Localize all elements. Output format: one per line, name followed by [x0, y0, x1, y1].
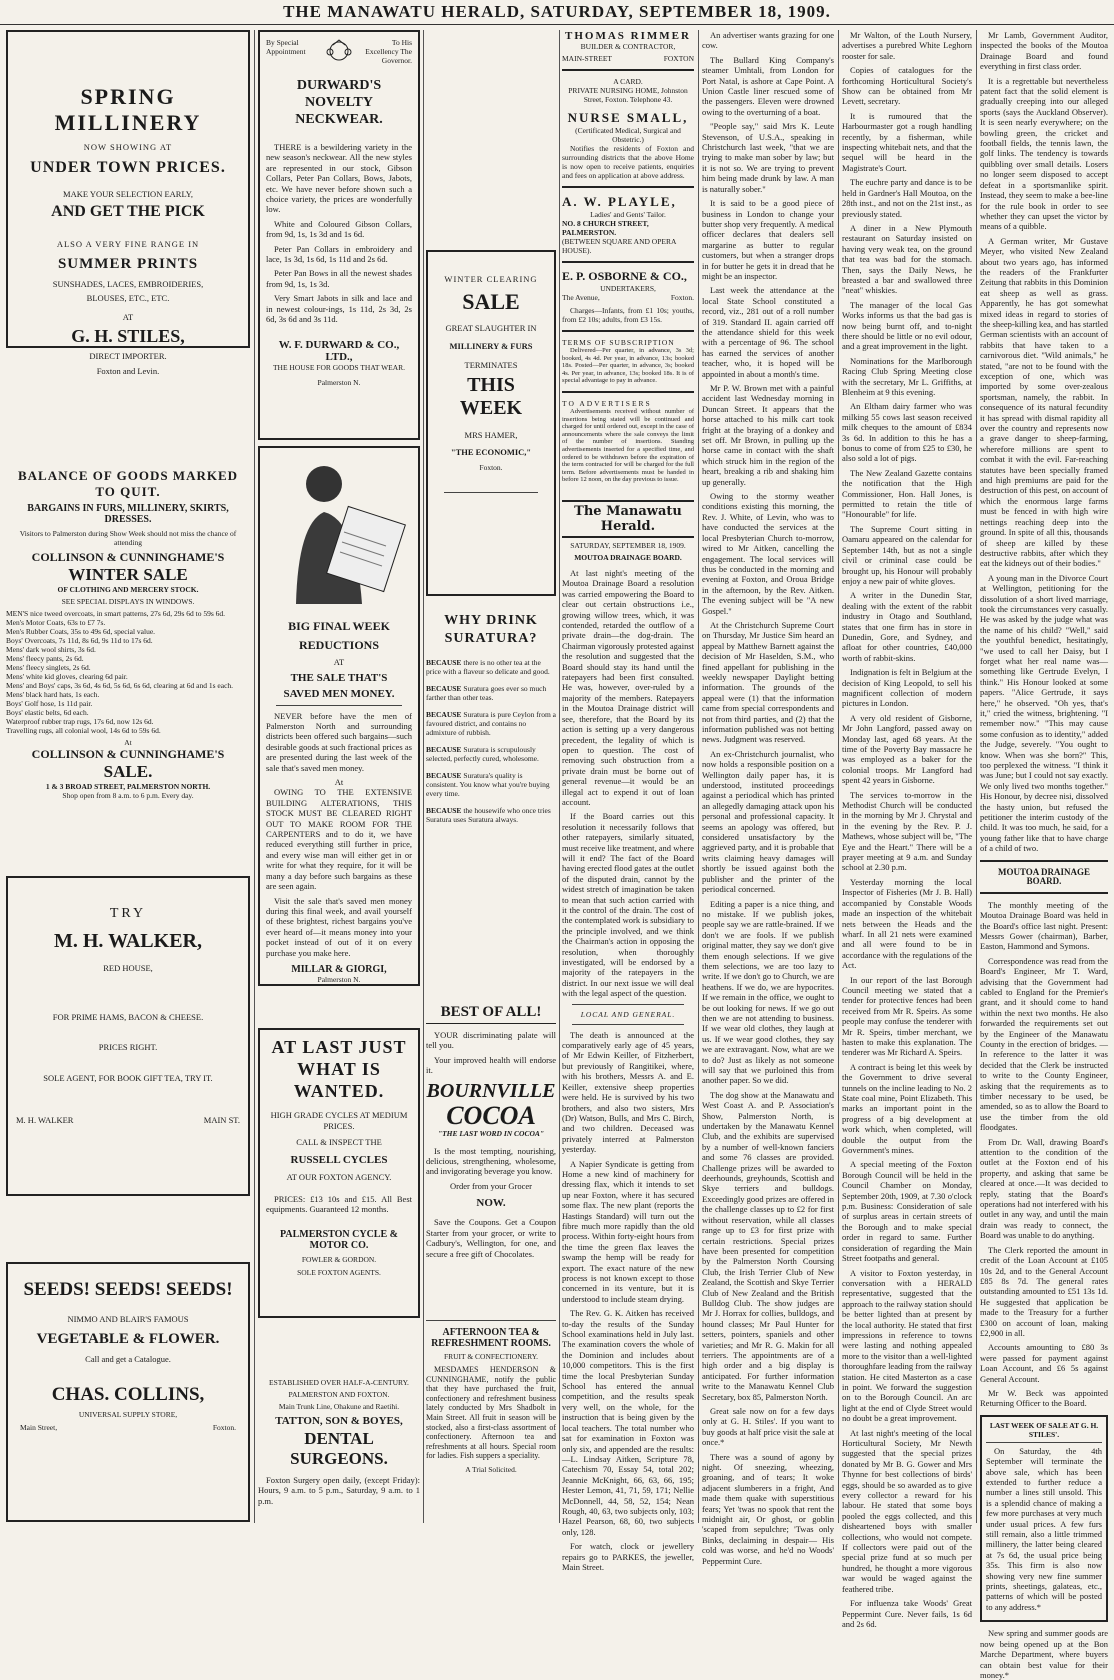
news-para: Indignation is felt in Belgium at the decision of King Leopold, to sell his magnificent collection of modern pictures in London. [842, 667, 972, 709]
royal-crest-icon [325, 38, 353, 64]
tatton-dental: DENTAL SURGEONS. [290, 1429, 388, 1468]
news-para: Owing to the stormy weather conditions existing this morning, the Rev. J. White, of Levin, who was to have conducted the services at the local Presbyterian Church to-morrow, wired to Mr Aitken, cancelling the engagement. The local services will thus be conducted in the morning and evening at Foxton, and Oroua Bridge in the afternoon, by the Rev. Aitken. The evening subject will be "A new Gospel." [702, 491, 834, 616]
hamer-great: GREAT SLAUGHTER IN [445, 322, 537, 333]
suratura-advert [426, 600, 556, 1000]
suratura-item: BECAUSE Suratura is pure Ceylon from a favoured district, and contains no admixture of rubbish. [426, 710, 556, 737]
cocoa-logo-3: "THE LAST WORD IN COCOA" [437, 1128, 545, 1138]
russell-agents: SOLE FOXTON AGENTS. [297, 1267, 381, 1277]
man-reading-illustration [266, 454, 412, 614]
news-para: At the Christchurch Supreme Court on Thursday, Mr Justice Sim heard an appeal by Matthew Barnett against the decision of Mr Haselden, S.M., who fined appellant for publishing in the weekly newspaper Daylight betting information. The grounds of the appeal were (1) that the information came from special correspondents and not from third parties, and (2) that the information published was not betting news. Judgment was reserved. [702, 619, 834, 745]
cocoa-logo-1: BOURNVILLE [426, 1079, 556, 1102]
news-para: The dog show at the Manawatu and West Coast A. and P. Association's Show, Palmerston North, is undertaken by the Manawatu Kennel Club, and the exhibits are supervised by a number of well-known fanciers and some 76 classes are provided. Challenge prizes will be awarded to deerhounds, greyhounds, Scottish and Skye terriers and bulldogs. Exceedingly good prizes are offered in the challenge classes up to £2 for first without reservation, while all classes range up to £3 for first prize with certain restrictions. Special prizes have been presented for competition by the Palmerston North Coursing Club, the Irish Terrier Club of New Zealand, the Scottish and Skye Terrier Club of New Zealand and the British Bulldog Club. The show judges are Mr J. Horrax for collies, bulldogs, and hound classes; Mr Paul Hunter for setters, pointers, spaniels and other varieties; and Mr R. G. Makin for all terriers. The appointments are of a high order and a big display is anticipated. For further information write to the Manawatu Kennel Club Secretary, box 85, Palmerston North. [702, 1089, 834, 1402]
millar-the-sale: THE SALE THAT'S [290, 671, 388, 684]
moutoa-para: Accounts amounting to £80 3s were passed for payment against Loan Account, and £6 5s against General Account. [980, 1342, 1108, 1384]
hamer-advert [426, 250, 556, 596]
column-rule [698, 30, 699, 1523]
herald-headline: MOUTOA DRAINAGE BOARD. [574, 553, 682, 562]
collinson-advert [6, 468, 250, 808]
playle-role: Ladies' and Gents' Tailor. [590, 210, 666, 219]
stiles-line5: ALSO A VERY FINE RANGE IN [56, 239, 200, 249]
stiles-line6: SUMMER PRINTS [57, 255, 199, 272]
collins-call: Call and get a Catalogue. [85, 1353, 171, 1364]
durward-place: Palmerston N. [317, 377, 361, 387]
rimmer-addr-right: FOXTON [663, 54, 694, 63]
tatton-advert [258, 1378, 420, 1522]
herald-masthead: The Manawatu Herald. [562, 500, 694, 538]
collinson-item: Waterproof rubber trap rugs, 17s 6d, now 12s 6d. [6, 717, 154, 726]
collinson-item: Mens' dark wool shirts, 3s 6d. [6, 645, 96, 654]
suratura-title: WHY DRINK SURATURA? [444, 613, 538, 646]
hamer-winter: WINTER CLEARING [444, 274, 538, 284]
millar-reductions: REDUCTIONS [298, 638, 379, 652]
herald-para: At last night's meeting of the Moutoa Drainage Board a resolution was carried empowering the Board to clear out certain obstructions i.e., growing willow trees, which, it was contended, retarded the outflow of a private drain—the dog-drain. The Chairman vigorously protested against the resolution and suggested that the Board should stay its hand until the ratepayers had been first consulted. He was, however, over-ruled by a majority of the members. Ratepayers in the Moutoa Drainage district will see, therefore, that the Board by its action is setting up a very dangerous precedent, the legality of which is open to question. The cost of removing such obstruction from a private drain must be borne out of general revenue—it would be an illegal act to expend it out of loan account. [562, 568, 694, 807]
millar-big: BIG FINAL WEEK [288, 619, 390, 633]
walker-try: TRY [109, 906, 147, 921]
moutoa-para: Mr W. Beck was appointed Returning Officer to the Board. [980, 1387, 1108, 1409]
russell-line2: CALL & INSPECT THE [296, 1137, 382, 1147]
stiles-line3: MAKE YOUR SELECTION EARLY, [63, 188, 193, 199]
millar-body4: Visit the sale that's saved men money during this final week, and avail yourself of these brightest, richest bargains you've ever heard of—it means money into your pocket instead of out of it on every purchase you make here. [266, 895, 412, 958]
rimmer-role: BUILDER & CONTRACTOR, [580, 42, 676, 51]
millar-saved: SAVED MEN MONEY. [283, 687, 395, 700]
hamer-mrs: MRS HAMER, [464, 430, 518, 440]
playle-between: (BETWEEN SQUARE AND OPERA HOUSE). [562, 237, 676, 255]
millar-body3: OWING TO THE EXTENSIVE BUILDING ALTERATIONS, THIS STOCK MUST BE CLEARED RIGHT OUT TO MAKE ROOM FOR THE CARPENTERS and to do it, we have reduced everything still further in price, and every wise man will either get in or write for what they require, for it will be many a day before such bargains as these are seen again. [266, 787, 412, 892]
stiles-line4: AND GET THE PICK [51, 203, 205, 220]
news-para: The Bullard King Company's steamer Umhtali, from London for Port Natal, is ashore at Cape Point. A Union Castle liner rescued some of the passengers. Eleven were drowned owing to the overturning of a boat. [702, 54, 834, 117]
moutoa-para: The monthly meeting of the Moutoa Drainage Board was held in the Board's office last night. Present: Messrs Gower (chairman), Barber, Easton, Hammond and Symons. [980, 899, 1108, 952]
collinson-item: Travelling rugs, all colonial wool, 14s 6d to 59s 6d. [6, 726, 161, 735]
collins-store: UNIVERSAL SUPPLY STORE, [78, 1410, 178, 1419]
walker-sig-right: MAIN ST. [203, 1115, 240, 1125]
walker-signature [16, 1115, 240, 1126]
walker-sig-left: M. H. WALKER [16, 1115, 74, 1125]
collins-veg: VEGETABLE & FLOWER. [36, 1330, 220, 1347]
cocoa-improved: Your improved health will endorse it. [426, 1054, 556, 1076]
stiles-advert [6, 30, 250, 376]
local-general-heading: LOCAL AND GENERAL. [580, 1009, 676, 1019]
news-poem: There was a sound of agony by night. Of sneezing, wheezing, groaning, and of tears; It woke adjacent slumberers in a fright, And made them quake with superstitious fears; Yet 'twas no spook that rent the midnight air, Or ghost, or goblin 'scaped from sepulchre; 'Twas only Binks, declaiming in despair— His cold was worse, and he'd no Woods' Peppermint Cure. [702, 1451, 834, 1566]
news-para: A writer in the Dunedin Star, dealing with the extent of the rabbit industry in Otago and Southland, states that one firm has in store in Dunedin, Gore, and Sydney, and afloat for other countries, £40,000 worth of rabbit-skins. [842, 590, 972, 663]
cocoa-coupons: Save the Coupons. Get a Coupon Starter from your grocer, or write to Cadbury's, Wellington, for one, and secure a free gift of Chocolates. [426, 1217, 556, 1259]
russell-line1: HIGH GRADE CYCLES AT MEDIUM PRICES. [270, 1110, 408, 1131]
collinson-sale2: SALE. [103, 762, 153, 781]
news-para: In our report of the last Borough Council meeting we stated that a tender for protective fences had been received from Mr R. Speirs. As some people may confuse the tenderer with Mr R. Speirs, timber merchant, we hasten to make this explanation. The tenderer was Mr Richard A. Speirs. [842, 974, 972, 1058]
stiles-line8: BLOUSES, ETC., ETC. [86, 293, 170, 303]
walker-prices: PRICES RIGHT. [98, 1042, 158, 1052]
news-para: For influenza take Woods' Great Peppermint Cure. Never fails, 1s 6d and 2s 6d. [842, 1598, 972, 1629]
terms-body: Delivered—Per quarter, in advance, 3s 3d; booked, 4s 4d. Per year, in advance, 13s; booked 18s. Posted—Per quarter, in advance, 3s; booked 4s. Per year, in advance, 13s; booked 18s. It is of special advantage to pay in advance. [562, 347, 694, 385]
stiles-place: Foxton and Levin. [96, 365, 160, 376]
collinson-see: SEE SPECIAL DISPLAYS IN WINDOWS. [61, 597, 195, 606]
local-para: The death is announced at the comparatively early age of 45 years, of Mr Edwin Keiller, of Fitzherbert, but previously of Rangitikei, where, with his brothers, Messrs A. and E. Keiller, extensive sheep properties were held. He is survived by his two brothers, and also two sisters, Mrs (Dr) Watson, Bulls, and Mrs C. Birch, and two children. Deceased was privately interred at Palmerston yesterday. [562, 1029, 694, 1155]
tearooms-title: AFTERNOON TEA & REFRESHMENT ROOMS. [431, 1327, 551, 1349]
tearooms-trial: A Trial Solicited. [465, 1464, 517, 1474]
news-column-6 [842, 30, 972, 1629]
suratura-item: BECAUSE Suratura's quality is consistent. You know what you're buying every time. [426, 771, 550, 798]
herald-date: SATURDAY, SEPTEMBER 18, 1909. [570, 541, 686, 550]
durward-title: DURWARD'S NOVELTY NECKWEAR. [295, 78, 383, 127]
russell-owners: FOWLER & GORDON. [301, 1254, 377, 1264]
newspaper-masthead: THE MANAWATU HERALD, SATURDAY, SEPTEMBER 18, 1909. [0, 0, 1114, 25]
durward-special: By Special Appointment [266, 38, 306, 56]
russell-title: AT LAST JUST WHAT IS WANTED. [271, 1037, 407, 1101]
hamer-mill: MILLINERY & FURS [449, 341, 533, 351]
news-para: New spring and summer goods are now being opened up at the Bon Marche Department, where buyers can obtain best value for their money.* [980, 1628, 1108, 1680]
collinson-name: COLLINSON & CUNNINGHAME'S [31, 550, 225, 564]
osborne-addr-right: Foxton. [670, 293, 694, 302]
russell-line4: AT OUR FOXTON AGENCY. [286, 1171, 392, 1182]
russell-line3: RUSSELL CYCLES [290, 1153, 388, 1166]
terms-title: TERMS OF SUBSCRIPTION [562, 338, 675, 347]
collins-name: CHAS. COLLINS, [51, 1384, 205, 1405]
stiles-name: G. H. STILES, [71, 326, 185, 346]
millar-body1: NEVER before have the men of Palmerston North and surrounding districts been offered such bargains—such desirable goods at such fractional prices as are presented during the last week of the sale that's saved men money. [266, 710, 412, 773]
suratura-item: BECAUSE there is no other tea at the price with a flaveur so delicate and good. [426, 658, 550, 676]
collins-famous: NIMMO AND BLAIR'S FAMOUS [67, 1314, 189, 1324]
stiles-title: SPRING MILLINERY [54, 84, 202, 135]
collins-addr-right: Foxton. [212, 1423, 236, 1432]
nurse-home: PRIVATE NURSING HOME, Johnston Street, Foxton. Telephone 43. [568, 86, 688, 104]
news-para: Copies of catalogues for the forthcoming Horticultural Society's Show can be obtained from Mr Levett, secretary. [842, 65, 972, 107]
advertisers-title: TO ADVERTISERS [562, 398, 652, 408]
suratura-item: BECAUSE Suratura goes ever so much farther than other teas. [426, 684, 547, 702]
moutoa-board-heading: MOUTOA DRAINAGE BOARD. [997, 866, 1091, 886]
hamer-sale: SALE [462, 288, 520, 314]
herald-para: If the Board carries out this resolution it necessarily follows that other ratepayers, similarly situated, must receive like treatment, and where will it end? The fact of the Board having erected flood gates at the outlet of the disputed drain, cannot by the widest stretch of imagination be taken to mean that such action carried with it the control of the drain. The cost of the contemplated work is subsidiary to the principle involved, and we think the Chairman's action in opposing the resolution, when thoroughly investigated, will be endorsed by a majority of the ratepayers in the district. In our next issue we will deal with the legal aspect of the question. [562, 811, 694, 999]
collins-seeds: SEEDS! SEEDS! SEEDS! [23, 1279, 233, 1300]
collinson-address: 1 & 3 BROAD STREET, PALMERSTON NORTH. [45, 782, 211, 791]
news-para: It is said to be a good piece of business in London to change your butter shop very frequently. A medical officer declares that dealers sell margarine as butter to regular customers, but when a stranger drops in for butter he gets it in dread that he might be an inspector. [702, 198, 834, 281]
news-para: It is a regrettable but nevertheless patent fact that the solid element is gradually creeping into our alleged sports (says the Auckland Observer). It is seen nearly everywhere; on the bowling green, the cricket and football fields, the tennis lawn, the golf links. The tendency is towards quibbling over small details. Losers no longer seem disposed to accept defeat in a sportsmanlike spirit. Instead, they seem to make a bee-line for the rule book in order to see whether they can upset the victor by means of a quibble. [980, 75, 1108, 232]
news-para: A very old resident of Gisborne, Mr John Langford, passed away on Monday last, aged 68 years. At the time of the Poverty Bay massacre he was employed as a baker for the colonial troops. Mr Langford had spent 42 years in Gisborne. [842, 712, 972, 786]
tearooms-advert [426, 1320, 556, 1523]
local-para: For watch, clock or jewellery repairs go to PARKES, the jeweller, Main Street. [562, 1541, 694, 1572]
durward-body3: Peter Pan Collars in embroidery and lace, 1s 3d, 1s 6d, 1s 11d and 2s 6d. [266, 243, 412, 265]
collinson-item: Men's Rubber Coats, 35s to 49s 6d, special value. [6, 627, 156, 636]
stiles-box-title: LAST WEEK OF SALE AT G. H. STILES'. [989, 1420, 1099, 1439]
tatton-line: Main Trunk Line, Ohakune and Raetihi. [278, 1402, 400, 1411]
cocoa-best: BEST OF ALL! [426, 1004, 556, 1024]
tatton-estab: ESTABLISHED OVER HALF-A-CENTURY. [269, 1378, 409, 1387]
durward-excellency: To His Excellency The Governor. [365, 38, 412, 65]
news-para: A German writer, Mr Gustave Meyer, who visited New Zealand about two years ago, has informed the readers of the Frankfurter Zeitung that rabbits in this Dominion eat sheep as well as grass. Apparently, he has got somewhat mixed ideas in regard to stories of the sheep-killing kea, and has startled German scientists with an account of rabbits that have taken to a carnivorous diet. "Wild animals," he stated, "are not to be found with the exception of one, which was imported by some over-zealous sportsman, namely, the rabbit. In consequence of its natural fecundity it has spread with dismal rapidity all over the country and represents now a grave danger to sheep-farming, wherefore millions are spent to combat it with the evil. Far-reaching statutes have been specially framed and high premiums are paid for the destruction of this pest, on account of which the enormous large farms must be fenced in with high wire nettings reaching deep into the ground. In spite of all this, thousands of sheep are killed by these destructive rabbits, after which they eat the kidneys out of their bodies." [980, 235, 1108, 569]
nurse-body: Notifies the residents of Foxton and surrounding districts that the above Home is now open to receive patients, enquiries and fees on application at above address. [562, 144, 694, 180]
news-para: The manager of the local Gas Works informs us that the bad gas is now being burnt off, and to-night there should be little or no evil odour, and a great improvement in the light. [842, 299, 972, 352]
collins-advert [6, 1262, 250, 1522]
cocoa-intro: YOUR discriminating palate will tell you. [426, 1030, 556, 1051]
advertisers-body: Advertisements received without number of insertions being stated will be continued and charged for until ordered out, except in the case of announcements where the sale conveys the limit of the number of insertions. Standing advertisements inserted for a specified time, and ordered to be withdrawn before the expiration of the term contracted for will be charged for the full term. Before advertisements must be handed in before 12 noon, on the day previous to issue. [562, 407, 694, 484]
durward-firm: W. F. DURWARD & CO., LTD., [278, 338, 400, 363]
cocoa-advert [426, 1004, 556, 1314]
millar-body2: At [334, 776, 344, 787]
cocoa-now: NOW. [476, 1197, 506, 1210]
osborne-addr-left: The Avenue, [562, 293, 600, 302]
column-rule [559, 30, 560, 1523]
osborne-role: UNDERTAKERS, [600, 284, 656, 293]
stiles-box-body: On Saturday, the 4th September will terminate the above sale, which has been extended to further reduce a number a lines still unsold. This is a splendid chance of making a few more purchases at very much under usual prices. A few furs still remain, also a little trimmed millinery, the latter being cleared at 7s 6d, the usual price being 35s. This firm is also now showing very new fine summer prints, sheetings, galateas, etc., patterns of which will be posted to any address.* [986, 1445, 1102, 1612]
news-para: The euchre party and dance is to be held in Gardner's Hall Moutoa, on the 28th inst., and not on the 21st inst., as previously stated. [842, 177, 972, 219]
playle-addr: NO. 8 CHURCH STREET, PALMERSTON. [562, 219, 649, 237]
rimmer-name: THOMAS RIMMER [565, 30, 691, 42]
column-rule [254, 30, 255, 1523]
rimmer-addr-left: MAIN-STREET [562, 54, 612, 63]
cocoa-logo-2: COCOA [446, 1100, 536, 1130]
news-para: The Supreme Court sitting in Oamaru appeared on the calendar for September 14th, but as not a single civil or criminal case could be brought up, his Honour will probably enjoy a new pair of white gloves. [842, 523, 972, 586]
nurse-cert: (Certificated Medical, Surgical and Obstetric.) [575, 126, 681, 144]
walker-prime: FOR PRIME HAMS, BACON & CHEESE. [52, 1011, 204, 1022]
news-para: Last week the attendance at the local State School constituted a record, viz., 281 out of a roll number of 319. Standard II. again carried off the attendance shield for this week with a percentage of 96. The school has earned the services of another teacher, who, it is hoped will be appointed in about a month's time. [702, 285, 834, 379]
news-para: Mr Lamb, Government Auditor, inspected the books of the Moutoa Drainage Board and found everything in first class order. [980, 30, 1108, 72]
collinson-item: Mens' black hard hats, 1s each. [6, 690, 100, 699]
russell-advert [258, 1028, 420, 1318]
news-para: Editing a paper is a nice thing, and no mistake. If we publish jokes, people say we are rattle-brained. If we don't we are fools. If we publish original matter, they say we don't give them enough selections. If we give them selections, we are too lazy to write. If we don't go to Church, we are heathens. If we do, we are hypocrites. If we remain in the office, we ought to be out looking for news. If we go out then we are not attending to business. If we wear old clothes, they laugh at us. If we wear good clothes, they say we are extravagant. Now, what are we to do? Just as likely as not someone will say that we purloined this from another paper. So we did. [702, 898, 834, 1086]
tatton-places: PALMERSTON AND FOXTON. [288, 1390, 390, 1399]
cocoa-body: Is the most tempting, nourishing, delicious, strengthening, wholesome, and invigorating beverage you know. [426, 1145, 556, 1177]
walker-name: M. H. WALKER, [54, 930, 202, 952]
walker-house: RED HOUSE, [103, 963, 153, 973]
russell-prices: PRICES: £13 10s and £15. All Best equipments. Guaranteed 12 months. [266, 1194, 412, 1215]
osborne-charges: Charges—Infants, from £1 10s; youths, from £2 10s; adults, from £3 15s. [562, 306, 694, 324]
tearooms-body: MESDAMES HENDERSON & CUNNINGHAME, notify the public that they have purchased the fruit, confectionery and refreshment business lately conducted by Mrs Shadbolt in Main Street. All fruit in season will be stocked, also a first-class assortment of confectionery. Afternoon tea and refreshments at all hours. Special room for ladies. Fish suppers a speciality. [426, 1365, 556, 1461]
durward-tag: THE HOUSE FOR GOODS THAT WEAR. [272, 362, 406, 372]
collinson-item: Mens' fleecy pants, 2s 6d. [6, 654, 84, 663]
collinson-of: OF CLOTHING AND MERCERY STOCK. [57, 585, 199, 594]
nurse-name: NURSE SMALL, [567, 110, 689, 125]
stiles-line2: UNDER TOWN PRICES. [30, 158, 226, 176]
collinson-item-list [6, 609, 250, 735]
durward-body1: THERE is a bewildering variety in the new season's neckwear. All the new styles are represented in our stock, Gibson Collars, Peter Pan Collars, Bows, Jabots, etc. We have never before shown such a choice variety, the prices are wonderfully low. [266, 142, 412, 215]
suratura-item: BECAUSE the housewife who once tries Suratura uses Suratura always. [426, 806, 551, 824]
news-para: An ex-Christchurch journalist, who now holds a responsible position on a Wellington daily paper has, it is understood, instituted proceedings against a periodical which has printed an allegedly damaging attack upon his personal and professional capacity. It seems an apology was offered, but considered unsatisfactory by the aggrieved party, and it is probable that writs claiming heavy damages will shortly be issued against both the publisher and the printer of the periodical concerned. [702, 748, 834, 895]
millar-place: Palmerston N. [317, 974, 361, 984]
suratura-item: BECAUSE Suratura is scrupulously selected, perfectly cured, wholesome. [426, 745, 539, 763]
news-column-5 [702, 30, 834, 1566]
cocoa-order: Order from your Grocer [450, 1180, 532, 1191]
stiles-at: AT [122, 311, 134, 322]
collins-addr-left: Main Street, [20, 1423, 58, 1432]
news-para: Mr P. W. Brown met with a painful accident last Wednesday morning in Duncan Street. It appears that the horse attached to his milk cart took fright at the braying of a donkey and set off. Mr Brown, in pulling up the horse came in contact with the shaft which struck him in the region of the heart, breaking a rib and shaking him up generally. [702, 383, 834, 487]
collinson-sale: WINTER SALE [68, 565, 188, 584]
moutoa-para: Correspondence was read from the Board's Engineer, Mr T. Ward, advising that the Government had cabled to England for the Premier's grant, and it should come to hand within the next two months. He also forwarded the requirements set out by the Engineer of the Manawatu County in the erection of bridges. —In reference to the latter it was decided that the Clerk be instructed to write to the County Engineer, asking that the requirements as to timber necessary to be used, be amended, so as to allow the Board to use the timber from the old floodgates. [980, 955, 1108, 1133]
col4-notices [562, 30, 694, 492]
collinson-item: Boys' Overcoats, 7s 11d, 8s 6d, 9s 11d to 17s 6d. [6, 636, 153, 645]
collinson-item: Mens' white kid gloves, clearing 6d pair. [6, 672, 128, 681]
durward-appointment [266, 38, 412, 65]
moutoa-para: From Dr. Wall, drawing Board's attention to the condition of the outlet at the Foxton end of his property, and asking that same be cleared at once.—It was decided to reply, stating that the Board's operations had not interfered with his outlet in any way, and until the main drain was ready to connect, the Board was unable to do anything. [980, 1136, 1108, 1241]
news-para: Great sale now on for a few days only at G. H. Stiles'. If you want to buy goods at half price visit the sale at once.* [702, 1406, 834, 1448]
news-para: "People say," said Mrs K. Leute Stevenson, of U.S.A., speaking in Christchurch last week, "that we are trying to make man sober by law; but it is not so. We are trying to prevent him being made drunk by law. A man is naturally sober." [702, 121, 834, 194]
osborne-name: E. P. OSBORNE & CO., [562, 269, 687, 283]
column-rule [976, 30, 977, 1523]
collinson-item: MEN'S nice tweed overcoats, in smart patterns, 27s 6d, 29s 6d to 59s 6d. [6, 609, 226, 618]
herald-editorial [562, 500, 694, 1572]
playle-name: A. W. PLAYLE, [562, 194, 677, 209]
stiles-role: DIRECT IMPORTER. [89, 351, 167, 361]
collinson-item: Boys' elastic belts, 6d each. [6, 708, 89, 717]
hamer-place: Foxton. [479, 463, 503, 472]
stiles-line1: NOW SHOWING AT [83, 142, 173, 152]
column-rule [838, 30, 839, 1523]
column-rule [423, 30, 424, 1523]
news-para: A contract is being let this week by the Government to drive several tunnels on the incline leading to No. 2 State coal mine, Point Elizabeth. This marks an important point in the progress of a big development at work which, when completed, will double the output from the Government's mines. [842, 1061, 972, 1156]
stiles-sale-box [980, 1415, 1108, 1623]
collinson-item: Mens' fleecy singlets, 2s 6d. [6, 663, 91, 672]
local-para: The Rev. G. K. Aitken has received to-day the results of the Sunday School examinations held in July last. The examination covers the whole of the Dominion and includes about 10,000 competitors. This is the first time the local Presbyterian Sunday School has entered the annual competition, and the results speak very well, on the whole, for the instruction that is being given by the local teachers. The total number who sat for examination in Foxton was only six, and appended are the results:—L. Lindsay Aitken, Scripture 78, Catechism 70, Essay 54, total 202; Jeannie McKnight, 66, 63, 66, 195; Hester Lemon, 41, 71, 59, 171; Nellie McDonnell, 44, 58, 52, 154; Nean Rough, 40, 63, two subjects only, 103; Hazel Pearson, 68, 60, two subjects only, 128. [562, 1308, 694, 1537]
news-para: The services to-morrow in the Methodist Church will be conducted in the morning by Mr J. Chrystal and in the evening by the Rev. P. J. Mathews, whose subject will be, "The Eye and the Heart." There will be a prayer meeting at 9 a.m. and Sunday school at 2.30 p.m. [842, 789, 972, 873]
collins-address [16, 1423, 240, 1432]
tearooms-sub: FRUIT & CONFECTIONERY. [443, 1352, 539, 1361]
news-para: An advertiser wants grazing for one cow. [702, 30, 834, 51]
news-para: Yesterday morning the local Inspector of Fisheries (Mr J. B. Hall) accompanied by Constable Woods made an inspection of the whitebait nets between the Heads and the wharf. In all 21 nets were examined and all were found to be in accordance with the regulations of the Act. [842, 876, 972, 971]
durward-body2: White and Coloured Gibson Collars, from 9d, 1s, 1s 3d and 1s 6d. [266, 218, 412, 240]
hamer-econ: "THE ECONOMIC," [450, 446, 532, 457]
news-para: A visitor to Foxton yesterday, in conversation with a HERALD representative, suggested that the approach to the railway station should be better lighted than at present by the local authority. He stated that first impressions in reference to towns were lasting and nothing appealed more to the visitor than a well-lighted thoroughfare leading from the railway station. He cited Masterton as a case in point. We forward the suggestion on to the Borough Council. An arc light at the end of Clyde Street would no doubt be a great improvement. [842, 1267, 972, 1424]
nurse-card: A CARD. [613, 77, 643, 86]
tatton-name: TATTON, SON & BOYES, [275, 1415, 403, 1427]
stiles-line7: SUNSHADES, LACES, EMBROIDERIES, [52, 278, 204, 289]
russell-firm: PALMERSTON CYCLE & MOTOR CO. [280, 1228, 398, 1251]
walker-advert [6, 876, 250, 1196]
news-para: A diner in a New Plymouth restaurant on Saturday insisted on having very weak tea, on the ground that tea was bad for the stomach. Then, says the Daily News, he breasted a bar and swallowed three "neat" whiskies. [842, 222, 972, 296]
news-para: Mr Walton, of the Louth Nursery, advertises a purebred White Leghorn rooster for sale. [842, 30, 972, 61]
collinson-item: Mens' and Boys' caps, 3s 6d, 4s 6d, 5s 6d, 6s 6d, clearing at 6d and 1s each. [6, 681, 234, 690]
hamer-term: TERMINATES [464, 359, 518, 370]
news-column-7 [980, 30, 1108, 1680]
millar-firm: MILLAR & GIORGI, [291, 963, 387, 975]
collinson-at: At [124, 738, 132, 747]
collinson-visitors: Visitors to Palmerston during Show Week should not miss the chance of attending [19, 529, 237, 547]
news-para: An Eltham dairy farmer who was milking 55 cows last season received milk cheques to the amount of £834 3s 6d. In addition to this he has a bonus to come of from £25 to £30, he also sold a lot of pigs. [842, 401, 972, 464]
collinson-sub: BARGAINS IN FURS, MILLINERY, SKIRTS, DRESSES. [27, 503, 229, 525]
moutoa-para: The Clerk reported the amount in credit of the Loan Account at £105 10s 2d, and to the General Account £85 8s 7d. The general rates outstanding amounted to £51 13s 1d. He suggested that application be made to the Treasury for a further £300 on account of loan, making £2,900 in all. [980, 1244, 1108, 1338]
durward-body5: Very Smart Jabots in silk and lace and in newest colour-ings, 1s 11d, 2s 3d, 2s 6d, 3s 6d and 3s 11d. [266, 293, 412, 325]
collinson-title: BALANCE OF GOODS MARKED TO QUIT. [17, 468, 239, 499]
osborne-address [562, 293, 694, 302]
rimmer-address [562, 54, 694, 63]
collinson-name2: COLLINSON & CUNNINGHAME'S [31, 747, 225, 761]
walker-agent: SOLE AGENT, FOR BOOK GIFT TEA, TRY IT. [43, 1072, 213, 1083]
news-para: Nominations for the Marlborough Racing Club Spring Meeting close with the secretary, Mr L. Griffiths, at Blenheim at 9 this evening. [842, 355, 972, 397]
suratura-list [426, 658, 556, 824]
collinson-item: Men's Motor Coats, 63s to £7 7s. [6, 618, 106, 627]
news-para: A special meeting of the Foxton Borough Council will be held in the Council Chamber on Monday, September 20th, 1909, at 7.30 o'clock p.m. Business: Consideration of sale of surplus areas in certain streets of the Borough and to make special order in regard to same. Further consideration of regarding the Main Street footpaths and general. [842, 1159, 972, 1264]
news-para: At last night's meeting of the local Horticultural Society, Mr Newth suggested that the special prizes donated by Mr B. G. Gower and Mrs Thynne for best collections of birds' eggs, should be so awarded as to give every collector a reward for his labour. He stated that some boys pooled the eggs collected, and this disheartened boys with smaller collections, who would not compete. If collectors were paid out of the special prize fund at so much per hundred, he thought a more vigorous war would be waged against the feathered tribe. [842, 1427, 972, 1594]
durward-advert [258, 30, 420, 440]
news-para: A young man in the Divorce Court at Wellington, petitioning for the dissolution of a short lived marriage, took the circumstances very casually. He was asked by the judge what was the name of his child? "Well," said the youthful benedict, hesitatingly, "we used to call her Daisy, but I forget what her real name was—something like Gertrude Evelyn, I think." His Honour looked at some papers. "Alice Gertrude, it says here," he observed. "Oh yes, that's it," cried the witness, brightening. "I remember now." "This may cause some confusion as to identity," added the Judge, severely. "You ought to know. When was she born?" This, too perplexed the witness. "I think it was June; but I could not say exactly. We only lived two months together." His Honour, by decree nisi, dissolved the hasty union, but refused the petitioner the interim custody of the child. It was too much, he said, for a young father like that to have charge of a child of two. [980, 572, 1108, 854]
news-para: It is rumoured that the Harbourmaster got a rough handling recently, by a fisherman, while inspecting whitebait nets, and that the sequel will be heard in the Magistrate's Court. [842, 110, 972, 173]
news-para: The New Zealand Gazette contains the notification that the High Commissioner, Hon. Hall Jones, is permitted to retain the title of "Honourable" for life. [842, 467, 972, 520]
hamer-week: THIS WEEK [459, 374, 523, 419]
durward-body4: Peter Pan Bows in all the newest shades from 9d, 1s, 1s 3d. [266, 268, 412, 289]
local-para: A Napier Syndicate is getting from Home a new kind of machinery for dressing flax, which it intends to set up near Foxton, where it has secured some flax. The new plant (reports the Hastings Standard) will turn out the fibre much more rapidly than the old process. Within forty-eight hours from the time the green flax leaves the swamp the hemp will be ready for export. The exact nature of the new process is not known except to those concerned in its venture, but it is understood to include steam drying. [562, 1158, 694, 1304]
collinson-item: Boys' Golf hose, 1s 11d pair. [6, 699, 93, 708]
tatton-hours: Foxton Surgery open daily, (except Friday): Hours, 9 a.m. to 5 p.m., Saturday, 9 a.m. to 1 p.m. [258, 1475, 420, 1506]
millar-advert [258, 446, 420, 986]
collinson-hours: Shop open from 8 a.m. to 6 p.m. Every day. [62, 791, 194, 800]
millar-at: AT [333, 657, 345, 667]
